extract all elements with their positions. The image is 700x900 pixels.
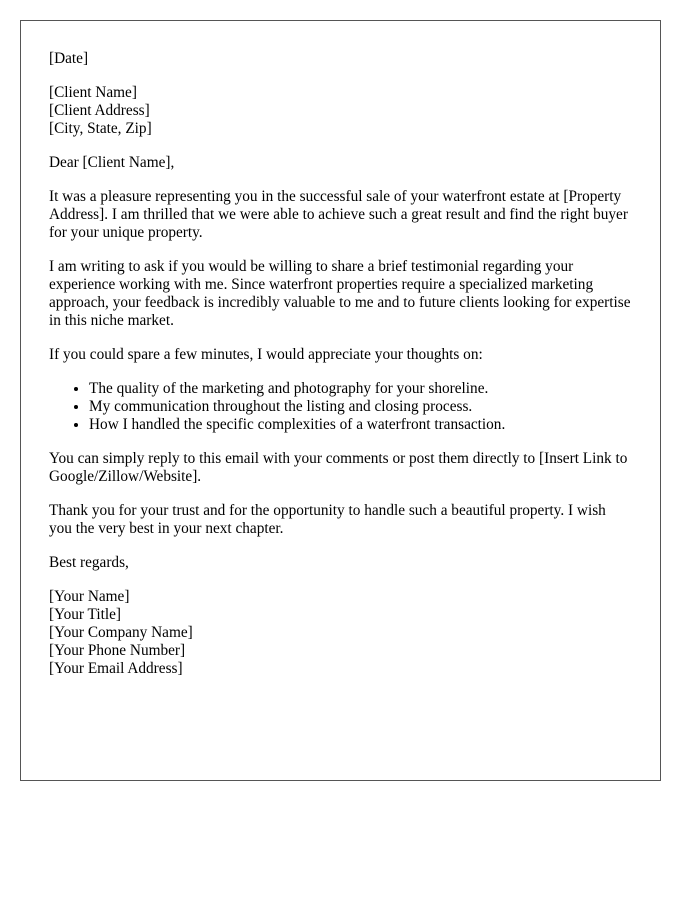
list-item: • How I handled the specific complexities of a waterfront transaction. (89, 416, 632, 434)
intro-paragraph: It was a pleasure representing you in the successful sale of your waterfront estate at [Property Address]. I am thrilled that we were able to achieve such a great result and find the right buyer for your unique property. (49, 188, 628, 241)
recipient-block (49, 84, 632, 138)
signature-block (49, 588, 632, 678)
sender-phone: [Your Phone Number] (49, 642, 186, 659)
list-item: • The quality of the marketing and photography for your shoreline. (89, 380, 632, 398)
client-address: [Client Address] (49, 102, 150, 119)
salutation: Dear [Client Name], (49, 154, 175, 171)
thanks-paragraph: Thank you for your trust and for the opportunity to handle such a beautiful property. I wish you the very best in your next chapter. (49, 502, 606, 537)
client-city-state-zip: [City, State, Zip] (49, 120, 152, 137)
closing: Best regards, (49, 554, 129, 571)
date-block (49, 50, 632, 68)
letter-page (20, 20, 661, 781)
sender-title: [Your Title] (49, 606, 121, 623)
date-text: [Date] (49, 50, 89, 67)
client-name: [Client Name] (49, 84, 137, 101)
list-item: • My communication throughout the listing and closing process. (89, 398, 632, 416)
sender-company: [Your Company Name] (49, 624, 193, 641)
sender-email: [Your Email Address] (49, 660, 183, 677)
request-paragraph: I am writing to ask if you would be willing to share a brief testimonial regarding your experience working with me. Since waterfront properties require a specialized marketing approach, your feedback is incredibly valuable to me and to future clients looking for expertise in this niche market. (49, 258, 631, 329)
thoughts-paragraph: If you could spare a few minutes, I would appreciate your thoughts on: (49, 346, 483, 363)
reply-paragraph: You can simply reply to this email with your comments or post them directly to [Insert Link to Google/Zillow/Website]. (49, 450, 628, 485)
feedback-topics-list (49, 380, 632, 434)
sender-name: [Your Name] (49, 588, 130, 605)
